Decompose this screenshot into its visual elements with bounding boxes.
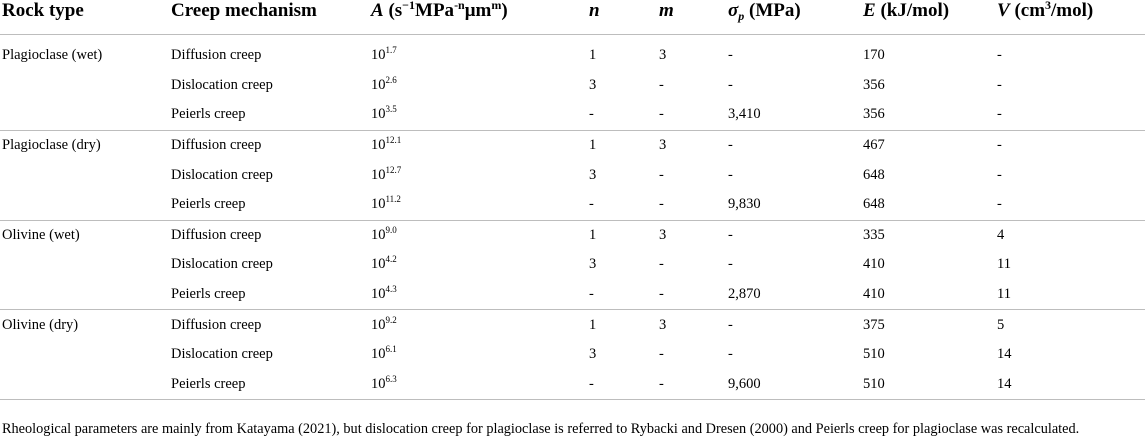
cell-sigma-p: 3,410 <box>728 106 761 123</box>
cell-n: 1 <box>589 220 659 250</box>
cell-creep-mechanism: Dislocation creep <box>171 256 273 273</box>
cell-e: 410 <box>863 256 885 273</box>
cell-n: 1 <box>589 310 659 340</box>
cell-a: $10^{12.7}$ <box>371 164 402 183</box>
header-row <box>0 0 1145 35</box>
header-rock-type: Rock type <box>2 0 84 21</box>
cell-a: $10^{6.1}$ <box>371 344 397 363</box>
table-body <box>0 35 1145 400</box>
cell-rock-type <box>0 160 171 190</box>
cell-e: 335 <box>863 220 997 250</box>
table-footnote: Rheological parameters are mainly from Katayama (2021), but dislocation creep for plagioclase is referred to Rybacki and Dresen (2000) and Peierls creep for plagioclase was recalculated. <box>2 421 1080 437</box>
cell-rock-type: Plagioclase (wet) <box>2 47 103 64</box>
cell-creep-mechanism: Dislocation creep <box>171 166 273 183</box>
cell-sigma-p: - <box>728 256 733 273</box>
cell-n: - <box>589 106 594 123</box>
cell-n: 1 <box>589 47 597 64</box>
cell-creep-mechanism: Diffusion creep <box>171 47 262 64</box>
cell-creep-mechanism: Peierls creep <box>171 286 246 303</box>
cell-sigma-p: - <box>728 76 733 93</box>
cell-e: 356 <box>863 76 885 93</box>
cell-m: - <box>659 256 664 273</box>
cell-v: - <box>997 166 1002 183</box>
cell-rock-type <box>0 250 171 280</box>
table-row <box>0 35 1145 71</box>
cell-creep-mechanism: Peierls creep <box>171 106 246 123</box>
table-row <box>0 250 1145 280</box>
cell-v: - <box>997 196 1002 213</box>
table-row <box>0 160 1145 190</box>
cell-v: 5 <box>997 310 1145 340</box>
cell-m: - <box>659 106 664 123</box>
cell-rock-type <box>0 71 171 101</box>
cell-v: - <box>997 106 1002 123</box>
cell-sigma-p: - <box>728 166 733 183</box>
cell-v: - <box>997 47 1002 64</box>
cell-creep-mechanism: Peierls creep <box>171 196 246 213</box>
cell-e: 510 <box>863 346 885 363</box>
cell-creep-mechanism: Dislocation creep <box>171 76 273 93</box>
cell-a: $10^{2.6}$ <box>371 74 397 93</box>
cell-rock-type: Plagioclase (dry) <box>0 130 171 160</box>
cell-n: - <box>589 375 594 392</box>
cell-sigma-p: 9,830 <box>728 196 761 213</box>
header-a: A $(s^{-1}MPa^{-n}\mu m^m)$ <box>371 0 508 21</box>
cell-m: - <box>659 286 664 303</box>
cell-sigma-p: - <box>728 346 733 363</box>
cell-e: 356 <box>863 106 885 123</box>
table-row <box>0 100 1145 130</box>
cell-sigma-p: - <box>728 130 863 160</box>
header-creep-mechanism: Creep mechanism <box>171 0 317 21</box>
header-n: n <box>589 0 600 21</box>
cell-v: 11 <box>997 286 1011 303</box>
cell-sigma-p: - <box>728 310 863 340</box>
cell-a: $10^{12.1}$ <box>371 130 589 160</box>
cell-creep-mechanism: Peierls creep <box>171 375 246 392</box>
cell-a: $10^{11.2}$ <box>371 194 401 213</box>
cell-creep-mechanism: Diffusion creep <box>171 130 371 160</box>
cell-rock-type <box>0 370 171 400</box>
cell-m: 3 <box>659 220 728 250</box>
cell-v: 4 <box>997 220 1145 250</box>
cell-m: - <box>659 166 664 183</box>
cell-rock-type <box>0 100 171 130</box>
cell-sigma-p: 9,600 <box>728 375 761 392</box>
cell-sigma-p: - <box>728 47 733 64</box>
table-row <box>0 310 1145 340</box>
cell-e: 510 <box>863 375 885 392</box>
cell-rock-type: Olivine (wet) <box>0 220 171 250</box>
cell-n: 3 <box>589 166 597 183</box>
cell-m: - <box>659 346 664 363</box>
cell-n: - <box>589 196 594 213</box>
header-e: E (kJ/mol) <box>863 0 950 21</box>
cell-v: 14 <box>997 346 1012 363</box>
cell-m: 3 <box>659 310 728 340</box>
cell-a: $10^{1.7}$ <box>371 45 397 64</box>
cell-sigma-p: - <box>728 220 863 250</box>
header-v: V $(cm^3/mol)$ <box>997 0 1094 21</box>
cell-m: 3 <box>659 130 728 160</box>
cell-n: 3 <box>589 76 597 93</box>
cell-rock-type <box>0 190 171 220</box>
cell-m: - <box>659 196 664 213</box>
cell-n: 3 <box>589 256 597 273</box>
cell-v: - <box>997 130 1145 160</box>
cell-creep-mechanism: Diffusion creep <box>171 220 371 250</box>
cell-creep-mechanism: Diffusion creep <box>171 310 371 340</box>
cell-m: - <box>659 375 664 392</box>
header-sigma-p: $\sigma_p$ (MPa) <box>728 0 801 23</box>
table-row <box>0 71 1145 101</box>
cell-creep-mechanism: Dislocation creep <box>171 346 273 363</box>
cell-n: 3 <box>589 346 597 363</box>
cell-a: $10^{9.0}$ <box>371 220 589 250</box>
cell-m: - <box>659 76 664 93</box>
table-row <box>0 340 1145 370</box>
cell-e: 648 <box>863 166 885 183</box>
cell-a: $10^{3.5}$ <box>371 104 397 123</box>
cell-e: 410 <box>863 286 885 303</box>
cell-rock-type: Olivine (dry) <box>0 310 171 340</box>
cell-v: 14 <box>997 375 1012 392</box>
cell-rock-type <box>0 340 171 370</box>
header-m: m <box>659 0 674 21</box>
cell-e: 467 <box>863 130 997 160</box>
cell-v: - <box>997 76 1002 93</box>
table-row <box>0 190 1145 220</box>
table-row <box>0 280 1145 310</box>
cell-e: 648 <box>863 196 885 213</box>
table-row <box>0 370 1145 400</box>
cell-a: $10^{9.2}$ <box>371 310 589 340</box>
cell-sigma-p: 2,870 <box>728 286 761 303</box>
cell-m: 3 <box>659 47 667 64</box>
cell-e: 375 <box>863 310 997 340</box>
cell-a: $10^{4.3}$ <box>371 284 397 303</box>
cell-e: 170 <box>863 47 885 64</box>
table-row <box>0 130 1145 160</box>
cell-a: $10^{6.3}$ <box>371 373 397 392</box>
cell-n: - <box>589 286 594 303</box>
cell-a: $10^{4.2}$ <box>371 254 397 273</box>
cell-v: 11 <box>997 256 1011 273</box>
cell-n: 1 <box>589 130 659 160</box>
table-row <box>0 220 1145 250</box>
cell-rock-type <box>0 280 171 310</box>
table-header <box>0 0 1145 35</box>
